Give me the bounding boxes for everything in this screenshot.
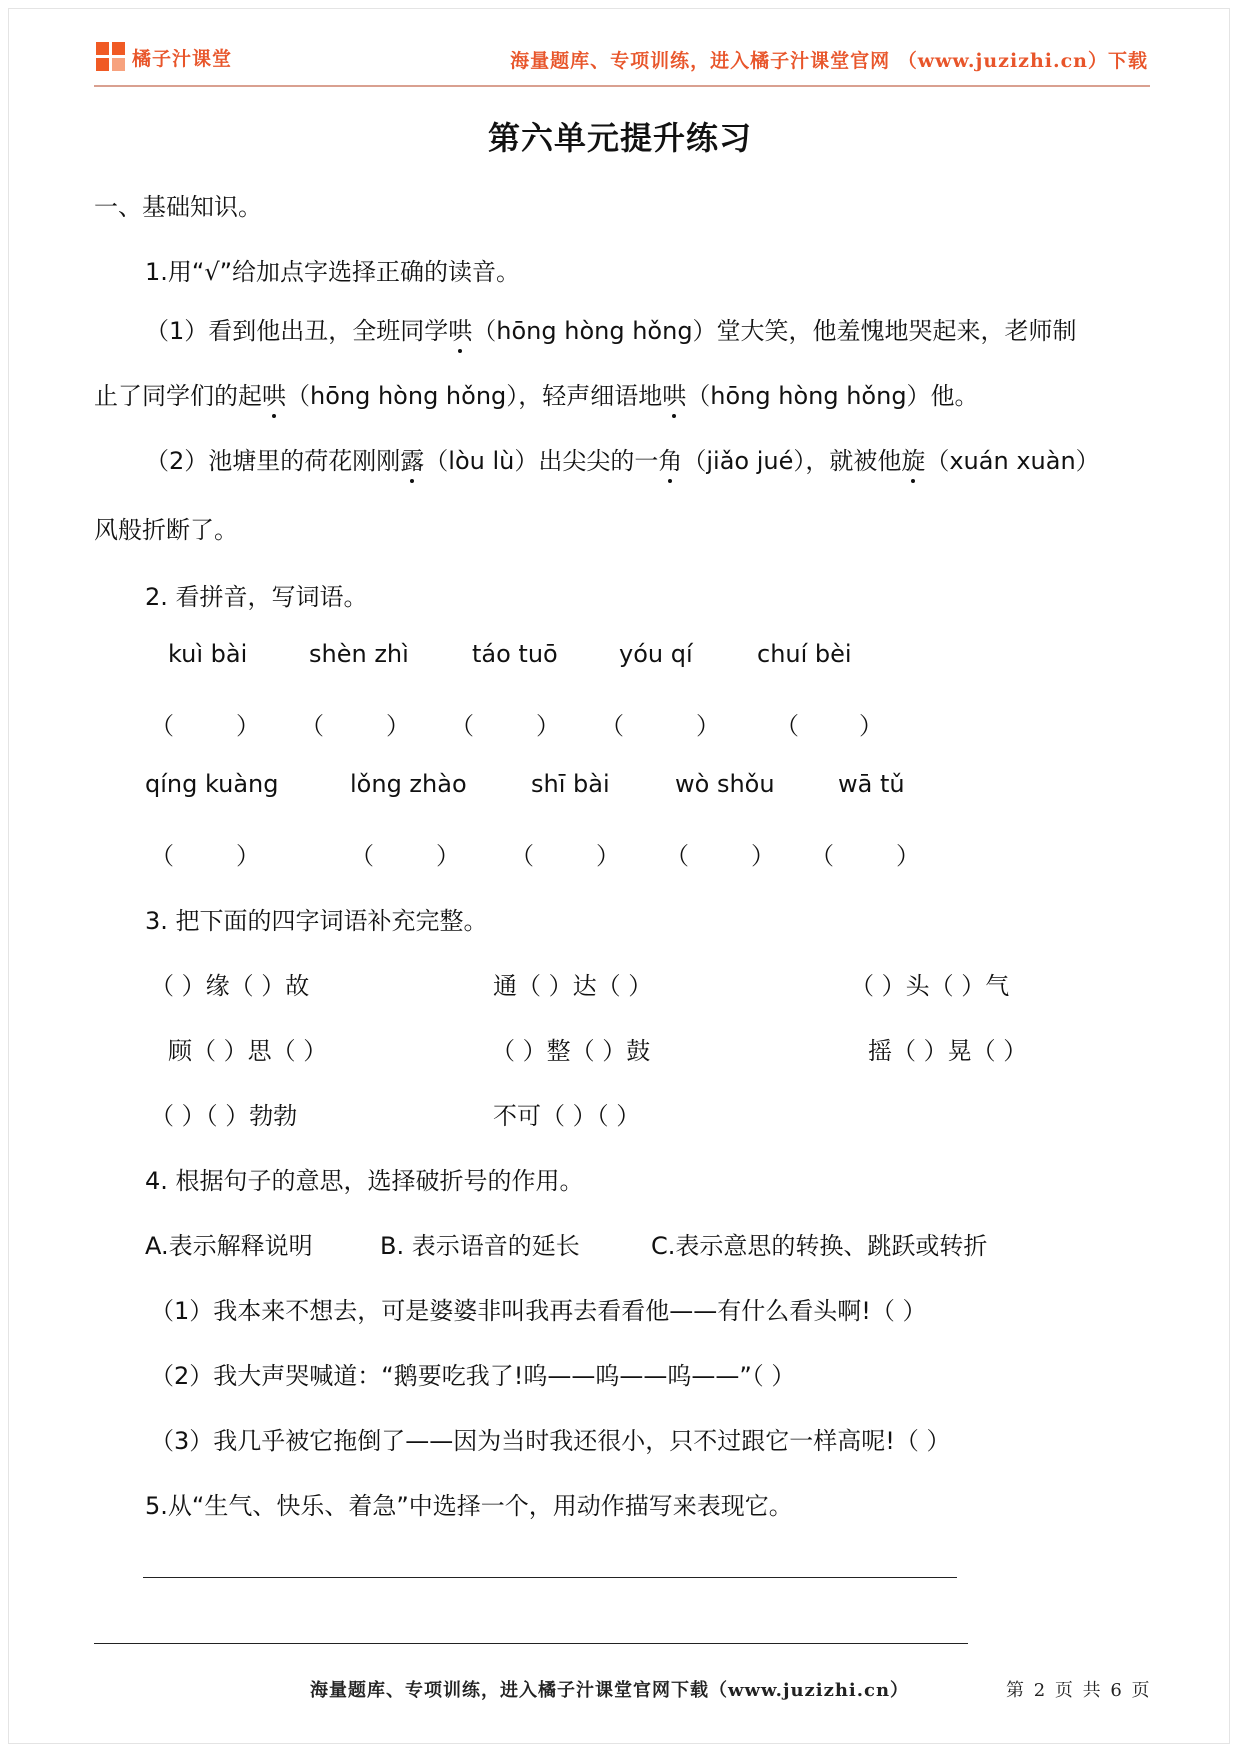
pinyin-item: wā tǔ bbox=[838, 770, 905, 798]
paren-open: （ bbox=[150, 842, 174, 870]
option-a: A.表示解释说明 bbox=[145, 1232, 313, 1260]
paren-open: （ bbox=[775, 712, 799, 740]
q1-sentence-1-line-2: 止了同学们的起哄（hōng hòng hǒng），轻声细语地哄（hōng hòng hǒng）他。 bbox=[94, 376, 979, 411]
pinyin-item: wò shǒu bbox=[675, 770, 775, 798]
pinyin-item: yóu qí bbox=[619, 640, 693, 668]
option-c: C.表示意思的转换、跳跃或转折 bbox=[651, 1232, 988, 1260]
q4-sentence: （1）我本来不想去，可是婆婆非叫我再去看看他——有什么看头啊!（ ） bbox=[150, 1297, 927, 1325]
dotted-char: 旋 bbox=[901, 441, 925, 476]
paren-close: ） bbox=[751, 842, 775, 870]
page-number: 第 2 页 共 6 页 bbox=[1006, 1680, 1152, 1701]
paren-close: ） bbox=[696, 712, 720, 740]
option-b: B. 表示语音的延长 bbox=[380, 1232, 580, 1260]
paren-close: ） bbox=[859, 712, 883, 740]
paren-open: （ bbox=[350, 842, 374, 870]
paren-close: ） bbox=[236, 842, 260, 870]
paren-close: ） bbox=[596, 842, 620, 870]
paren-open: （ bbox=[510, 842, 534, 870]
q4-sentence: （3）我几乎被它拖倒了——因为当时我还很小，只不过跟它一样高呢!（ ） bbox=[150, 1427, 951, 1455]
pinyin-item: táo tuō bbox=[472, 640, 558, 668]
pinyin-item: shèn zhì bbox=[309, 640, 409, 668]
q4-sentence: （2）我大声哭喊道：“鹅要吃我了!呜——呜——呜——”（ ） bbox=[150, 1362, 796, 1390]
paren-close: ） bbox=[436, 842, 460, 870]
idiom-blank: （ ）缘（ ）故 bbox=[150, 972, 310, 1000]
paren-open: （ bbox=[600, 712, 624, 740]
idiom-blank: 顾（ ）思（ ） bbox=[168, 1037, 328, 1065]
header-divider bbox=[94, 85, 1150, 87]
page-title: 第六单元提升练习 bbox=[487, 119, 752, 157]
idiom-blank: （ ）整（ ）鼓 bbox=[491, 1037, 651, 1065]
header-slogan: 海量题库、专项训练，进入橘子汁课堂官网 （www.juzizhi.cn）下载 bbox=[510, 50, 1148, 72]
paren-open: （ bbox=[150, 712, 174, 740]
footer-divider bbox=[94, 1643, 968, 1644]
footer-slogan: 海量题库、专项训练，进入橘子汁课堂官网下载（www.juzizhi.cn） bbox=[310, 1680, 910, 1701]
logo bbox=[96, 42, 232, 72]
q1-sentence-2-line-1: （2）池塘里的荷花刚刚露（lòu lù）出尖尖的一角（jiǎo jué），就被他旋（xuán xuàn） bbox=[145, 441, 1100, 476]
answer-line[interactable] bbox=[143, 1577, 957, 1578]
dotted-char: 角 bbox=[658, 441, 682, 476]
section-heading: 一、基础知识。 bbox=[94, 193, 262, 221]
paren-close: ） bbox=[536, 712, 560, 740]
pinyin-item: qíng kuàng bbox=[145, 770, 279, 798]
paren-open: （ bbox=[665, 842, 689, 870]
pinyin-item: chuí bèi bbox=[757, 640, 852, 668]
paren-open: （ bbox=[810, 842, 834, 870]
idiom-blank: （ ）（ ）勃勃 bbox=[150, 1102, 298, 1130]
idiom-blank: 不可（ ）（ ） bbox=[493, 1102, 641, 1130]
pinyin-item: kuì bài bbox=[168, 640, 248, 668]
dotted-char: 哄 bbox=[262, 376, 286, 411]
q1-sentence-1-line-1: （1）看到他出丑，全班同学哄（hōng hòng hǒng）堂大笑，他羞愧地哭起来，老师制 bbox=[145, 311, 1077, 346]
dotted-char: 哄 bbox=[448, 311, 472, 346]
q1-sentence-2-line-2: 风般折断了。 bbox=[94, 516, 238, 544]
logo-text: 橘子汁课堂 bbox=[132, 47, 233, 70]
pinyin-item: shī bài bbox=[531, 770, 610, 798]
paren-close: ） bbox=[896, 842, 920, 870]
q5-prompt: 5.从“生气、快乐、着急”中选择一个，用动作描写来表现它。 bbox=[145, 1492, 793, 1520]
pinyin-item: lǒng zhào bbox=[350, 770, 467, 798]
paren-close: ） bbox=[386, 712, 410, 740]
logo-icon bbox=[96, 42, 126, 72]
idiom-blank: （ ）头（ ）气 bbox=[850, 972, 1010, 1000]
q1-prompt: 1.用“√”给加点字选择正确的读音。 bbox=[145, 258, 521, 286]
q3-prompt: 3. 把下面的四字词语补充完整。 bbox=[145, 907, 488, 935]
idiom-blank: 摇（ ）晃（ ） bbox=[868, 1037, 1028, 1065]
paren-close: ） bbox=[236, 712, 260, 740]
paren-open: （ bbox=[300, 712, 324, 740]
q2-prompt: 2. 看拼音，写词语。 bbox=[145, 583, 368, 611]
paren-open: （ bbox=[450, 712, 474, 740]
dotted-char: 露 bbox=[400, 441, 424, 476]
q4-prompt: 4. 根据句子的意思，选择破折号的作用。 bbox=[145, 1167, 584, 1195]
dotted-char: 哄 bbox=[662, 376, 686, 411]
idiom-blank: 通（ ）达（ ） bbox=[493, 972, 653, 1000]
